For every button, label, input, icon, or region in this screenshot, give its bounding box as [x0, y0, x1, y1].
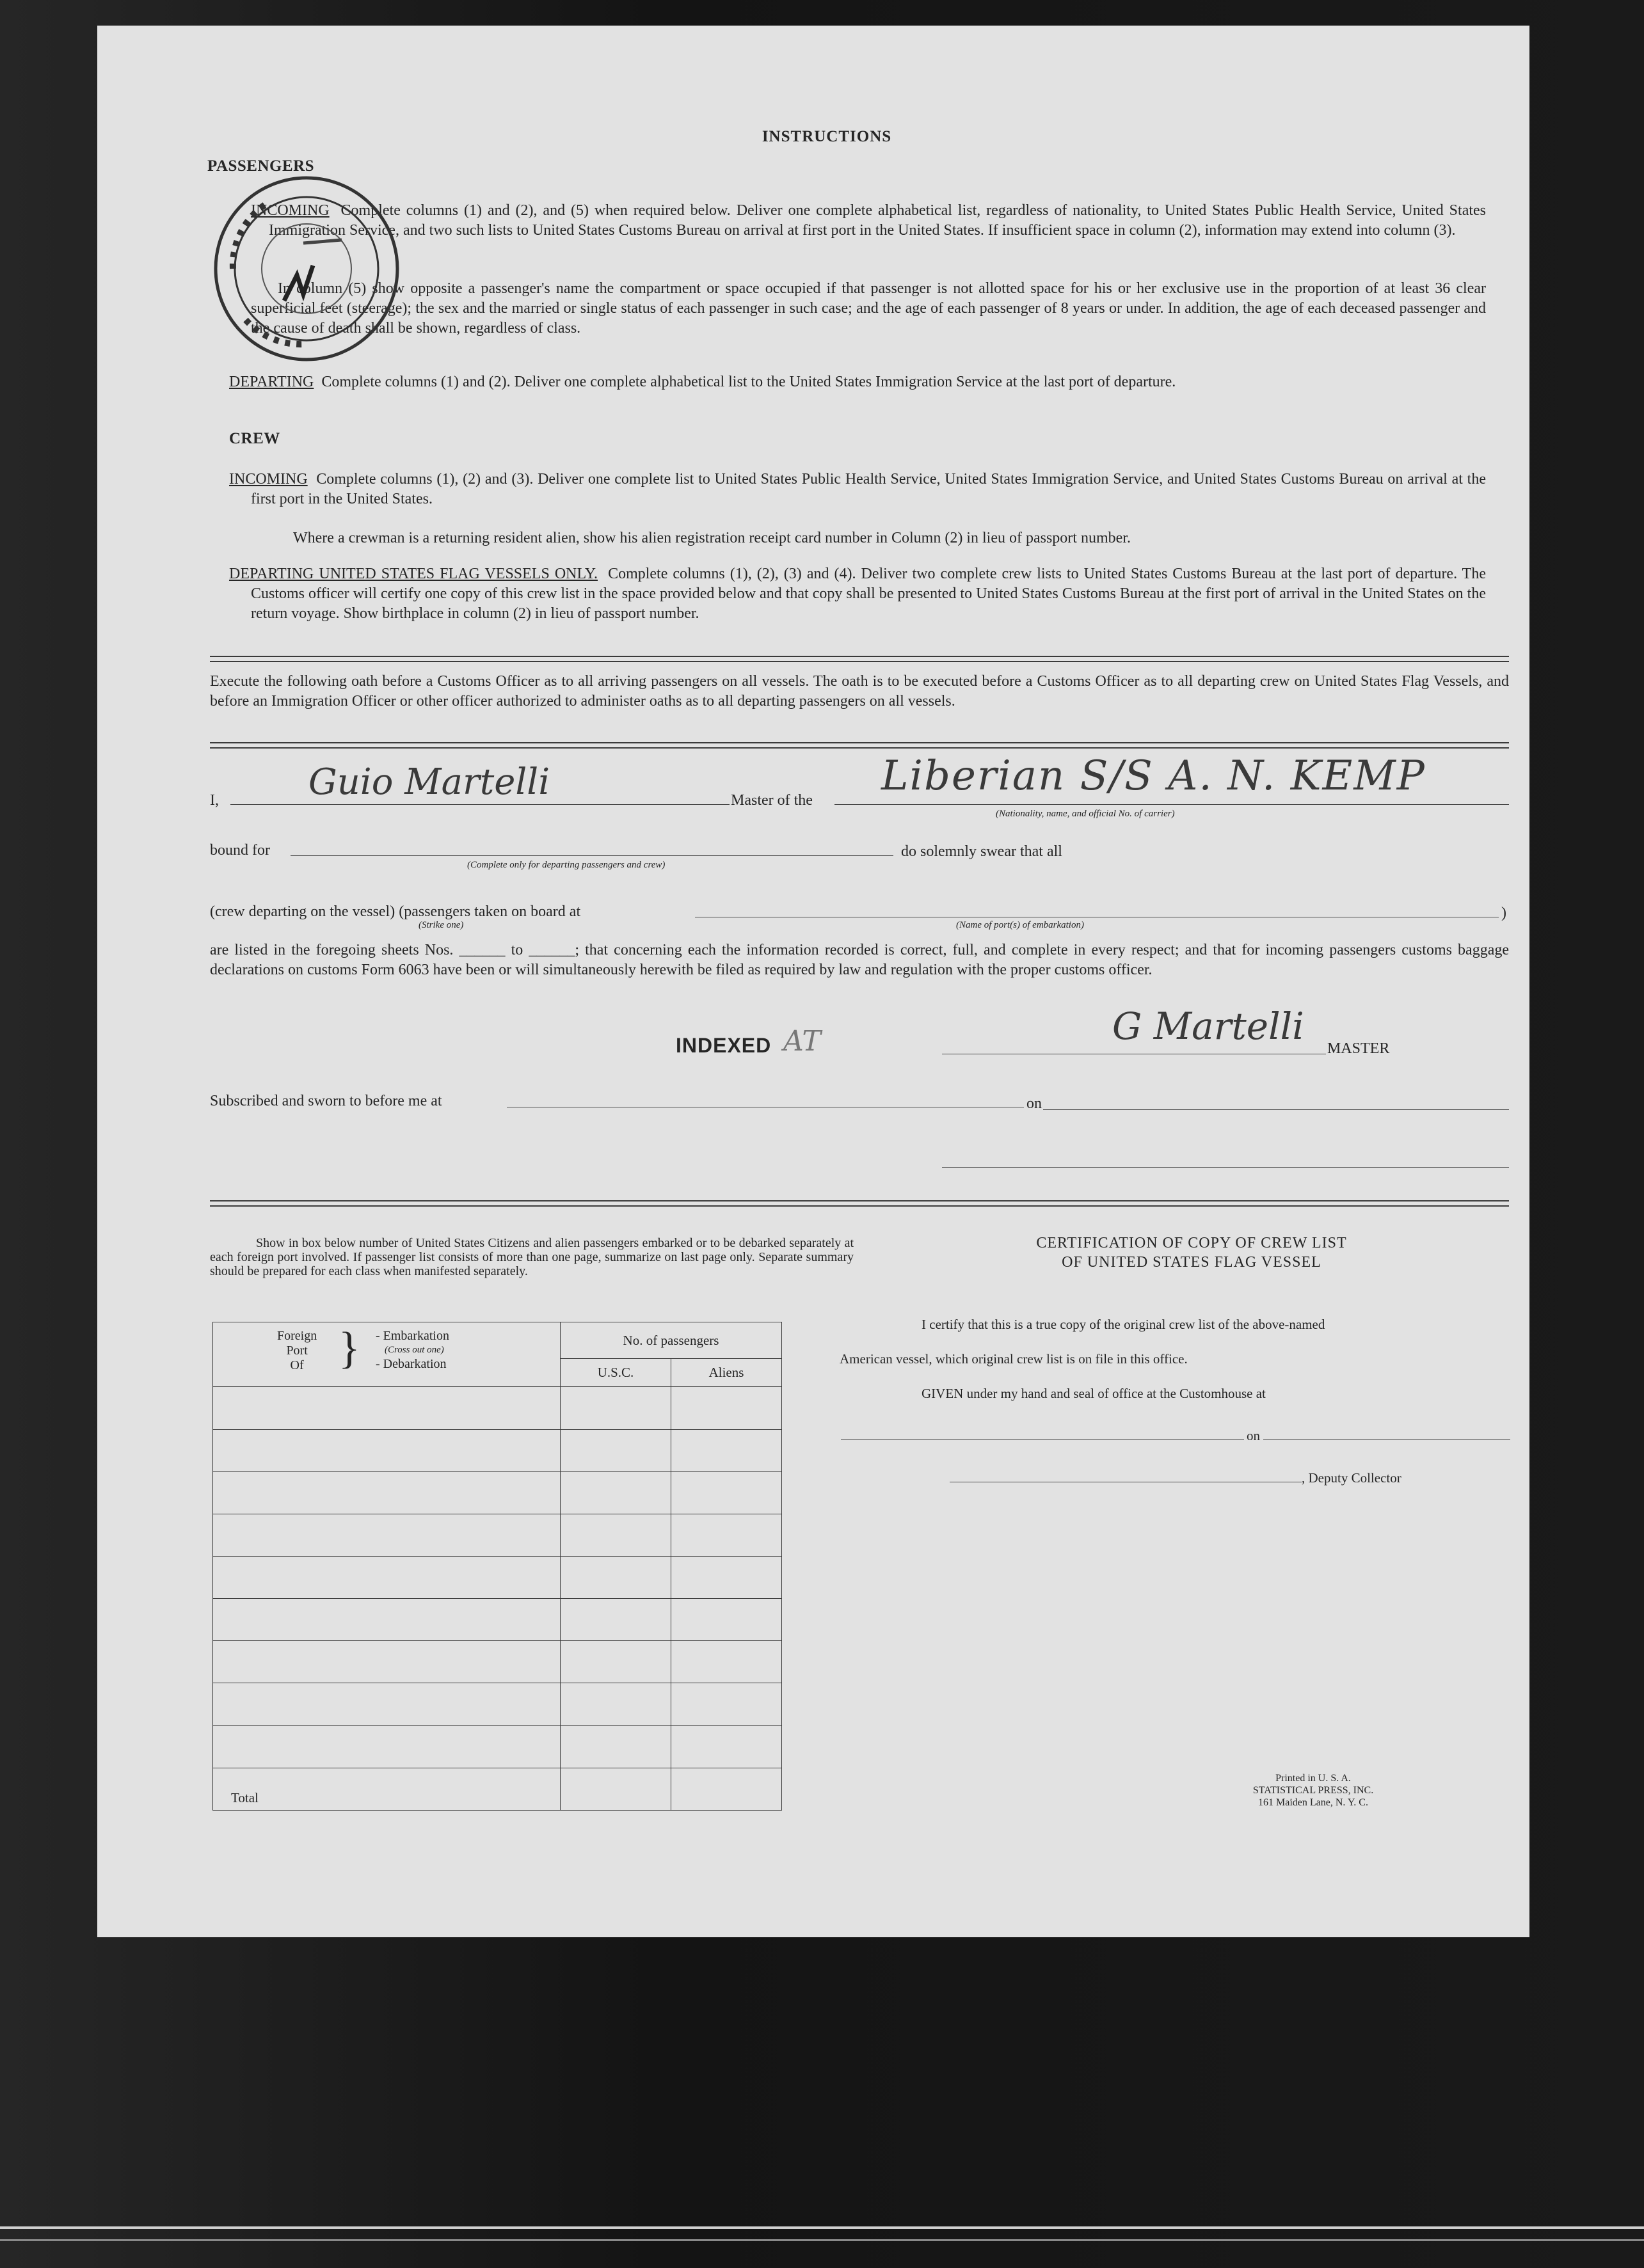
bound-caption: (Complete only for departing passengers and crew) [467, 860, 666, 870]
usc-cell[interactable] [561, 1471, 671, 1514]
usc-cell[interactable] [561, 1429, 671, 1471]
passengers-departing-text: Complete columns (1) and (2). Deliver one complete alphabetical list to the United States Immigration Service at the last port of departure. [321, 374, 1176, 390]
port-cell[interactable] [213, 1387, 561, 1429]
passengers-departing-paragraph [229, 372, 1486, 392]
brace: } [339, 1324, 360, 1373]
no-passengers-header: No. of passengers [561, 1322, 782, 1359]
passengers-column5-paragraph: In column (5) show opposite a passenger's name the compartment or space occupied if that passenger is not allotted space for his or her exclusive use in the proportion of at least 36 clear superficial feet (steerage); the sex and the married or single status of each passenger in such case; and the age of each passenger of 8 years or under. In addition, the age of each deceased passenger and the cause of death shall be shown, regardless of class. [251, 280, 1486, 337]
usc-cell[interactable] [561, 1514, 671, 1556]
port-cell[interactable] [213, 1725, 561, 1768]
passengers-incoming-label: INCOMING [251, 202, 330, 219]
port-cell[interactable] [213, 1514, 561, 1556]
vessel-handwriting: Liberian S/S A. N. KEMP [881, 752, 1426, 800]
usc-cell[interactable] [561, 1387, 671, 1429]
foreign-port-label: Foreign Port Of [277, 1329, 317, 1372]
listed-paragraph: are listed in the foregoing sheets Nos. ______ to ______; that concerning each the information recorded is correct, full, and complete in every respect; and that for incoming passengers customs baggage declarations on customs Form 6063 have been or will simultaneously herewith be filed as required by law and regulation with the proper customs officer. [210, 942, 1509, 978]
master-name-handwriting: Guio Martelli [308, 761, 550, 803]
bound-label: bound for [210, 842, 270, 859]
divider [210, 742, 1509, 749]
crew-incoming-paragraph [229, 470, 1486, 509]
film-edge-line [0, 2239, 1644, 2241]
customhouse-line [841, 1439, 1244, 1440]
usc-cell[interactable] [561, 1641, 671, 1683]
deputy-label: , Deputy Collector [1302, 1470, 1401, 1486]
aliens-header: Aliens [671, 1359, 782, 1387]
customs-stamp [207, 173, 406, 365]
aliens-cell[interactable] [671, 1641, 782, 1683]
vessel-caption: (Nationality, name, and official No. of carrier) [996, 809, 1175, 819]
certification-title: CERTIFICATION OF COPY OF CREW LIST OF UNITED STATES FLAG VESSEL [1036, 1235, 1347, 1271]
port-header-cell [213, 1322, 561, 1387]
crew-departing-line: (crew departing on the vessel) (passengers taken on board at [210, 903, 581, 920]
cert-date-line [1263, 1439, 1510, 1440]
subscribed-label: Subscribed and sworn to before me at [210, 1093, 442, 1109]
port-cell[interactable] [213, 1429, 561, 1471]
crew-incoming-text: Complete columns (1), (2) and (3). Deliver one complete list to United States Public Health Service, United States Immigration Service, and United States Customs Bureau on arrival at the first port in the United States. [251, 471, 1487, 507]
total-label: Total [213, 1768, 561, 1810]
master-label: MASTER [1327, 1040, 1390, 1057]
strike-caption: (Strike one) [419, 920, 464, 930]
cert-on-label: on [1247, 1428, 1260, 1443]
aliens-cell[interactable] [671, 1387, 782, 1429]
passengers-incoming-paragraph [251, 201, 1486, 241]
port-cell[interactable] [213, 1683, 561, 1725]
usc-total-cell[interactable] [561, 1768, 671, 1810]
oath-intro: Execute the following oath before a Customs Officer as to all arriving passengers on all vessels. The oath is to be executed before a Customs Officer as to all departing crew on United States Flag Vessels, and before an Immigration Officer or other officer authorized to administer oaths as to all departing passengers on all vessels. [210, 673, 1509, 710]
passengers-departing-label: DEPARTING [229, 374, 314, 390]
aliens-cell[interactable] [671, 1599, 782, 1641]
date-line [1043, 1109, 1509, 1110]
oath-i-label: I, [210, 792, 219, 809]
master-name-line [230, 804, 730, 805]
swear-label: do solemnly swear that all [901, 843, 1062, 860]
crew-heading: CREW [229, 430, 280, 447]
aliens-cell[interactable] [671, 1725, 782, 1768]
summary-instructions: Show in box below number of United States Citizens and alien passengers embarked or to be debarked separately at each foreign port involved. If passenger list consists of more than one page, summarize on last page only. Separate summary should be prepared for each class when manifested separately. [210, 1236, 854, 1278]
given-text: GIVEN under my hand and seal of office at the Customhouse at [922, 1386, 1266, 1401]
port-cell[interactable] [213, 1641, 561, 1683]
usc-cell[interactable] [561, 1725, 671, 1768]
aliens-cell[interactable] [671, 1683, 782, 1725]
crew-incoming-label: INCOMING [229, 471, 308, 488]
on-label: on [1026, 1095, 1042, 1112]
aliens-cell[interactable] [671, 1429, 782, 1471]
port-cell[interactable] [213, 1471, 561, 1514]
divider [210, 656, 1509, 662]
crew-alien-paragraph: Where a crewman is a returning resident alien, show his alien registration receipt card number in Column (2) in lieu of passport number. [293, 530, 1131, 546]
vessel-line [834, 804, 1509, 805]
passengers-heading: PASSENGERS [207, 157, 315, 175]
port-cell[interactable] [213, 1599, 561, 1641]
aliens-cell[interactable] [671, 1514, 782, 1556]
printer-imprint: Printed in U. S. A. STATISTICAL PRESS, INC. 161 Maiden Lane, N. Y. C. [1252, 1773, 1374, 1808]
aliens-cell[interactable] [671, 1471, 782, 1514]
port-cell[interactable] [213, 1556, 561, 1598]
embarkation-options: - Embarkation (Cross out one) - Debarkation [376, 1329, 449, 1371]
passengers-incoming-text: Complete columns (1) and (2), and (5) when required below. Deliver one complete alphabetical list, regardless of nationality, to United States Public Health Service, United States Immigration Service, and two such lists to United States Customs Bureau on arrival at first port in the United States. If insufficient space in column (2), information may extend into column (3). [269, 202, 1487, 239]
indexed-initials: AT [783, 1025, 821, 1058]
document-page [97, 26, 1529, 1937]
close-paren: ) [1501, 905, 1506, 921]
port-caption: (Name of port(s) of embarkation) [956, 920, 1084, 930]
divider [210, 1200, 1509, 1207]
page-title: INSTRUCTIONS [762, 128, 892, 145]
bound-line [291, 855, 893, 856]
officer-line [942, 1167, 1509, 1168]
usc-cell[interactable] [561, 1683, 671, 1725]
certify-text: I certify that this is a true copy of the original crew list of the above-named [922, 1317, 1325, 1332]
master-signature: G Martelli [1112, 1004, 1304, 1048]
certify-text-2: American vessel, which original crew list is on file in this office. [840, 1351, 1188, 1367]
master-of-label: Master of the [731, 792, 813, 809]
usc-header: U.S.C. [561, 1359, 671, 1387]
crew-departing-label: DEPARTING UNITED STATES FLAG VESSELS ONLY. [229, 566, 598, 582]
crew-departing-paragraph [229, 564, 1486, 624]
usc-cell[interactable] [561, 1556, 671, 1598]
usc-cell[interactable] [561, 1599, 671, 1641]
aliens-total-cell[interactable] [671, 1768, 782, 1810]
crew-departing-text: Complete columns (1), (2), (3) and (4). Deliver two complete crew lists to United States Customs Bureau at the last port of departure. The Customs officer will certify one copy of this crew list in the space provided below and that copy shall be presented to United States Customs Bureau at the first port of arrival in the United States on the return voyage. Show birthplace in column (2) in lieu of passport number. [251, 566, 1486, 622]
passenger-summary-table [212, 1322, 782, 1811]
indexed-stamp: INDEXED [676, 1034, 772, 1057]
film-edge-line [0, 2226, 1644, 2229]
aliens-cell[interactable] [671, 1556, 782, 1598]
